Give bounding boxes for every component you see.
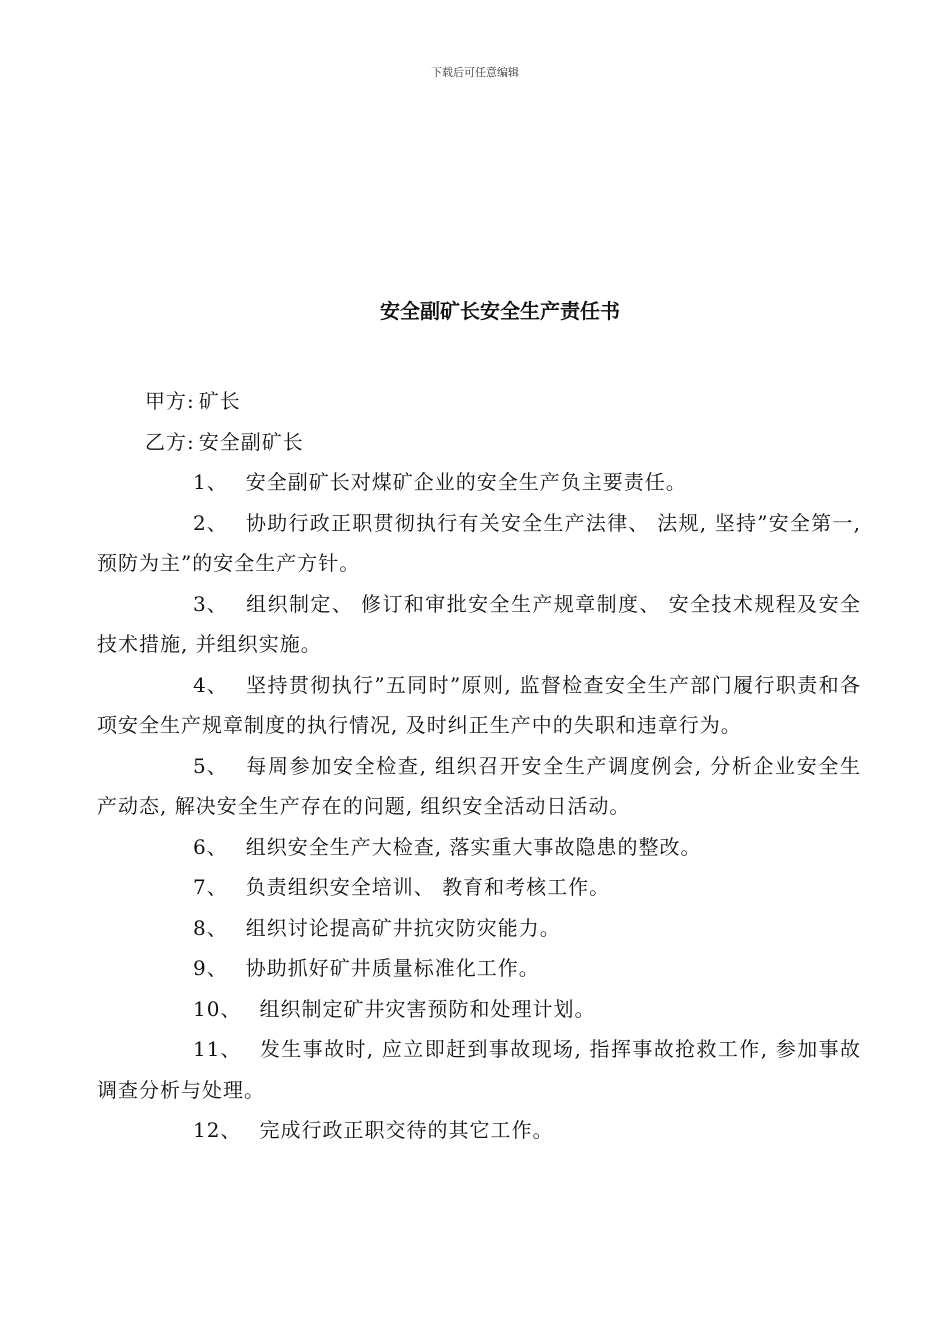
- clause-text: 协助抓好矿井质量标准化工作。: [245, 956, 540, 980]
- clause-text: 发生事故时, 应立即赶到事故现场, 指挥事故抢救工作, 参加事故调查分析与处理。: [97, 1037, 861, 1102]
- clause-text: 组织讨论提高矿井抗灾防灾能力。: [245, 915, 561, 940]
- header-note: 下载后可任意编辑: [431, 66, 519, 79]
- clause-6: [97, 827, 861, 868]
- party-b-value: 安全副矿长: [198, 429, 304, 454]
- clause-12: [97, 1110, 861, 1151]
- clause-2: [97, 503, 861, 584]
- clause-9: [97, 948, 861, 989]
- clause-number: 12、: [193, 1118, 242, 1142]
- clause-text: 安全副矿长对煤矿企业的安全生产负主要责任。: [245, 470, 687, 494]
- clause-number: 9、: [193, 956, 228, 980]
- clause-text: 每周参加安全检查, 组织召开安全生产调度例会, 分析企业安全生产动态, 解决安全生产存在的问题, 组织安全活动日活动。: [97, 753, 861, 818]
- clause-text: 负责组织安全培训、 教育和考核工作。: [245, 875, 611, 899]
- clause-1: [97, 462, 861, 503]
- clause-number: 1、: [193, 470, 228, 494]
- clause-7: [97, 867, 861, 908]
- party-a-line: [97, 381, 861, 422]
- clause-text: 坚持贯彻执行”五同时”原则, 监督检查安全生产部门履行职责和各项安全生产规章制度的执行情况, 及时纠正生产中的失职和违章行为。: [97, 672, 861, 737]
- clause-text: 组织制定、 修订和审批安全生产规章制度、 安全技术规程及安全技术措施, 并组织实施。: [97, 591, 861, 656]
- clause-number: 10、: [193, 996, 242, 1021]
- clause-number: 6、: [193, 834, 228, 859]
- clause-text: 组织制定矿井灾害预防和处理计划。: [259, 996, 596, 1021]
- clause-8: [97, 908, 861, 949]
- clause-number: 5、: [193, 753, 228, 778]
- clause-number: 4、: [193, 672, 228, 697]
- clause-number: 11、: [193, 1037, 242, 1061]
- party-b-line: [97, 422, 861, 463]
- clause-11: [97, 1029, 861, 1110]
- clause-number: 8、: [193, 915, 228, 940]
- clause-text: 协助行政正职贯彻执行有关安全生产法律、 法规, 坚持”安全第一, 预防为主”的安全生产方针。: [97, 510, 861, 575]
- clause-text: 组织安全生产大检查, 落实重大事故隐患的整改。: [245, 834, 702, 859]
- document-title: 安全副矿长安全生产责任书: [380, 299, 620, 323]
- clause-5: [97, 746, 861, 827]
- party-a-label: 甲方:: [145, 389, 195, 413]
- clause-number: 3、: [193, 591, 228, 616]
- document-body: [97, 381, 861, 1151]
- party-a-value: 矿长: [198, 389, 241, 413]
- clause-4: [97, 665, 861, 746]
- clause-text: 完成行政正职交待的其它工作。: [259, 1118, 554, 1142]
- clause-number: 7、: [193, 875, 228, 899]
- clause-number: 2、: [193, 510, 228, 535]
- clause-3: [97, 584, 861, 665]
- party-b-label: 乙方:: [145, 429, 195, 454]
- clause-10: [97, 989, 861, 1030]
